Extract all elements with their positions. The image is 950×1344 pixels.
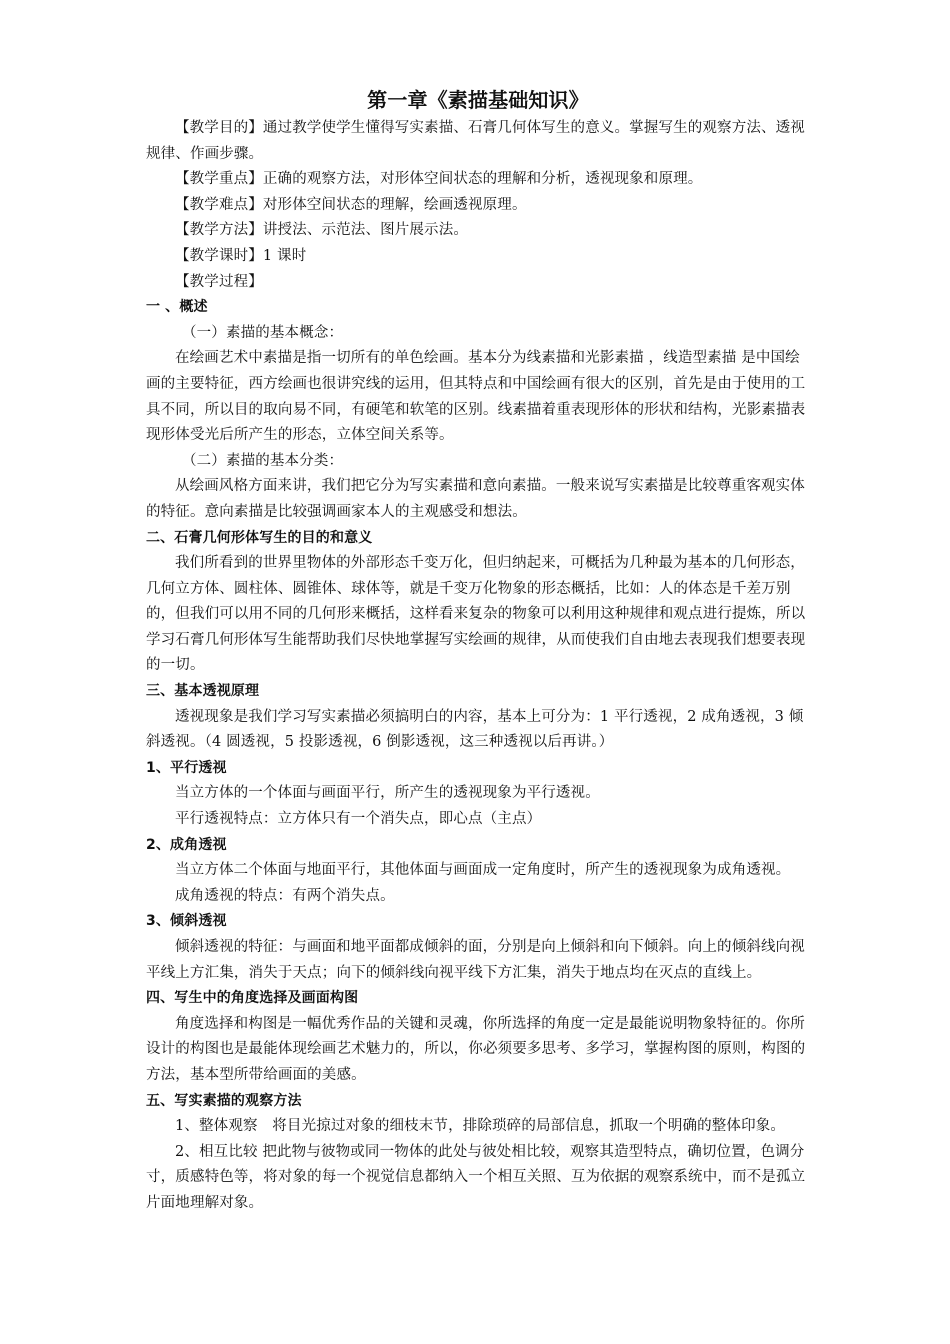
page-title: 第一章《素描基础知识》	[367, 88, 589, 112]
section-1-paragraph-2: 从绘画风格方面来讲，我们把它分为写实素描和意向素描。一般来说写实素描是比较尊重客观实体的特征。意向素描是比较强调画家本人的主观感受和想法。	[146, 478, 805, 520]
section-3-heading: 三、基本透视原理	[146, 683, 260, 700]
document-page	[146, 86, 810, 1217]
parallel-perspective-text: 当立方体的一个体面与画面平行，所产生的透视现象为平行透视。	[175, 785, 600, 802]
method-label: 【教学方法】	[175, 222, 263, 239]
oblique-perspective-text: 倾斜透视的特征：与画面和地平面都成倾斜的面，分别是向上倾斜和向下倾斜。向上的倾斜线向视平线上方汇集，消失于天点；向下的倾斜线向视平线下方汇集，消失于地点均在灭点的直线上。	[146, 939, 805, 981]
section-4-paragraph: 角度选择和构图是一幅优秀作品的关键和灵魂，你所选择的角度一定是最能说明物象特征的。你所设计的构图也是最能体现绘画艺术魅力的，所以，你必须要多思考、多学习，掌握构图的原则，构图的方法，基本型所带给画面的美感。	[146, 1015, 806, 1083]
diff-text: 对形体空间状态的理解，绘画透视原理。	[262, 196, 527, 213]
section-2-heading: 二、石膏几何形体写生的目的和意义	[146, 529, 373, 546]
section-5-paragraph-2: 2、相互比较 把此物与彼物或同一物体的此处与彼处相比较，观察其造型特点，确切位置，色调分寸，质感特色等，将对象的每一个视觉信息都纳入一个相互关照、互为依据的观察系统中，而不是孤立片面地理解对象。	[146, 1143, 806, 1211]
section-3-paragraph: 透视现象是我们学习写实素描必须搞明白的内容，基本上可分为：1 平行透视，2 成角透视，3 倾斜透视。（4 圆透视，5 投影透视，6 倒影透视，这三种透视以后再讲。）	[146, 708, 804, 751]
teaching-goal	[146, 116, 810, 167]
teaching-process	[146, 270, 810, 296]
section-4-heading: 四、写生中的角度选择及画面构图	[146, 990, 359, 1007]
section-1-heading: 一 、概述	[146, 299, 208, 316]
angular-perspective-feature: 成角透视的特点：有两个消失点。	[175, 887, 395, 904]
section-1-sub-1: （一）素描的基本概念：	[182, 324, 344, 341]
section-1-paragraph-1: 在绘画艺术中素描是指一切所有的单色绘画。基本分为线素描和光影素描 ，线造型素描 是中国绘画的主要特征，西方绘画也很讲究线的运用，但其特点和中国绘画有很大的区别，首先是由于使用的工具不同，所以目的取向易不同，有硬笔和软笔的区别。线素描着重表现形体的形状和结构，光影素描表现形体受光后所产生的形态，立体空间关系等。	[146, 350, 806, 444]
oblique-perspective-heading: 3、倾斜透视	[146, 913, 227, 930]
teaching-hours	[146, 244, 810, 270]
hours-label: 【教学课时】	[175, 247, 263, 264]
key-label: 【教学重点】	[175, 171, 263, 188]
goal-text: 通过教学使学生懂得写实素描、石膏几何体写生的意义。掌握写生的观察方法、透视规律、作画步骤。	[146, 120, 805, 162]
parallel-perspective-feature: 平行透视特点：立方体只有一个消失点，即心点（主点）	[175, 811, 542, 828]
section-5-paragraph-1: 1、整体观察 将目光掠过对象的细枝末节，排除琐碎的局部信息，抓取一个明确的整体印象。	[175, 1118, 786, 1135]
teaching-method	[146, 218, 810, 244]
parallel-perspective-heading: 1、平行透视	[146, 759, 227, 776]
teaching-key-point	[146, 167, 810, 193]
method-text: 讲授法、示范法、图片展示法。	[262, 222, 469, 239]
teaching-difficulty	[146, 193, 810, 219]
process-label: 【教学过程】	[175, 273, 263, 290]
angular-perspective-heading: 2、成角透视	[146, 836, 227, 853]
hours-text: 1 课时	[262, 247, 307, 264]
goal-label: 【教学目的】	[175, 120, 263, 136]
key-text: 正确的观察方法，对形体空间状态的理解和分析，透视现象和原理。	[262, 171, 703, 188]
section-1-sub-2: （二）素描的基本分类：	[182, 452, 344, 469]
diff-label: 【教学难点】	[175, 196, 263, 213]
section-5-heading: 五、写实素描的观察方法	[146, 1092, 302, 1109]
angular-perspective-text: 当立方体二个体面与地面平行，其他体面与画面成一定角度时，所产生的透视现象为成角透视。	[175, 862, 791, 879]
section-2-paragraph: 我们所看到的世界里物体的外部形态千变万化，但归纳起来，可概括为几种最为基本的几何形态，几何立方体、圆柱体、圆锥体、球体等，就是千变万化物象的形态概括，比如：人的体态是千差万别的，但我们可以用不同的几何形来概括，这样看来复杂的物象可以利用这种规律和观点进行提炼，所以学习石膏几何形体写生能帮助我们尽快地掌握写实绘画的规律，从而使我们自由地去表现我们想要表现的一切。	[146, 555, 806, 674]
